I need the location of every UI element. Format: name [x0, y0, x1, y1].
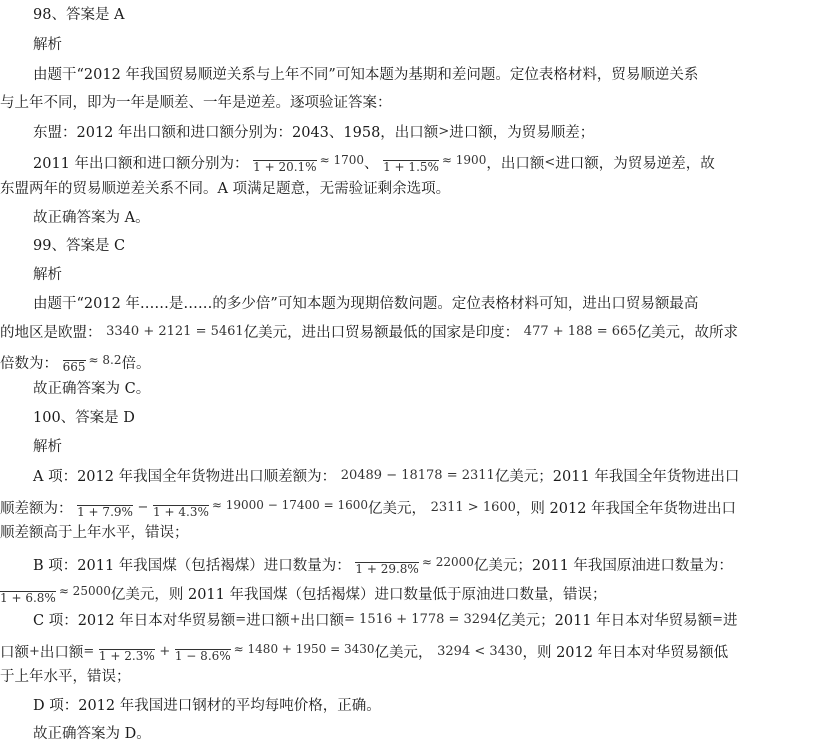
math-expression: 477 + 188 = 665: [523, 324, 637, 339]
fraction-denominator: 665: [62, 360, 86, 374]
text-line: [0, 492, 820, 518]
text-line: [0, 463, 820, 489]
text-segment: 亿美元；2011 年我国全年货物进出口: [494, 469, 740, 485]
math-result: ≈ 8.2: [88, 353, 122, 367]
fraction-denominator: 1 + 6.8%: [0, 591, 56, 605]
fraction-denominator: 1 + 20.1%: [253, 160, 317, 174]
math-symbol: >: [438, 124, 450, 139]
text-segment: 亿美元，则 2011 年我国煤（包括褐煤）进口数量低于原油进口数量，错误；: [110, 587, 607, 603]
fraction-denominator: 1 + 4.3%: [153, 505, 209, 519]
text-line: [0, 147, 820, 173]
text-segment: 进口额: [246, 613, 290, 629]
text-segment: 、: [364, 156, 379, 172]
math-result: ≈ 1700: [319, 153, 364, 167]
math-expression: 20489 − 18178 = 2311: [340, 468, 495, 483]
text-line: 与上年不同，即为一年是顺差、一年是逆差。逐项验证答案：: [0, 95, 392, 111]
text-segment: ，则 2012 年我国全年货物进出口: [515, 501, 737, 517]
analysis-label: 解析: [33, 439, 62, 455]
answer-99-heading: 99、答案是 C: [33, 238, 126, 254]
text-line: [0, 607, 820, 633]
text-segment: 亿美元，: [374, 645, 433, 661]
correct-answer-c: 故正确答案为 C。: [33, 381, 151, 397]
math-symbol: +: [289, 612, 301, 627]
fraction-denominator: 1 + 7.9%: [77, 505, 133, 519]
text-segment: 亿美元，: [367, 501, 426, 517]
fraction-denominator: 1 + 2.3%: [98, 649, 155, 663]
math-symbol: <: [544, 155, 556, 170]
fraction-denominator: 1 + 1.5%: [383, 160, 439, 174]
math-symbol: =: [235, 612, 247, 627]
math-symbol: =: [712, 612, 724, 627]
math-expression: 3340 + 2121 = 5461: [106, 324, 244, 339]
text-segment: 亿美元；2011 年我国原油进口数量为：: [473, 558, 733, 574]
answer-98-heading: 98、答案是 A: [33, 7, 125, 23]
text-segment: 亿美元；2011 年日本对华贸易额: [496, 613, 713, 629]
text-line: 由题干“2012 年我国贸易顺逆关系与上年不同”可知本题为基期和差问题。定位表格材料，贸易顺逆关系: [33, 67, 699, 83]
text-segment: A 项：2012 年我国全年货物进出口顺差额为：: [33, 469, 337, 485]
analysis-label: 解析: [33, 37, 62, 53]
math-result: ≈ 25000: [58, 584, 111, 598]
text-segment: ，出口额: [486, 156, 545, 172]
text-line: [0, 636, 820, 662]
text-segment: 进: [723, 613, 738, 629]
math-result: ≈ 22000: [421, 555, 474, 569]
math-result: ≈ 19000 − 17400 = 1600: [211, 498, 368, 512]
fraction-denominator: 1 + 29.8%: [355, 562, 419, 576]
text-segment: 2011 年出口额和进口额分别为：: [33, 156, 249, 172]
text-line: 由题干“2012 年……是……的多少倍”可知本题为现期倍数问题。定位表格材料可知，进出口贸易额最高: [33, 296, 699, 312]
correct-answer-a: 故正确答案为 A。: [33, 210, 150, 226]
answer-100-heading: 100、答案是 D: [33, 410, 135, 426]
text-segment: 顺差额为：: [0, 501, 73, 517]
text-line: [0, 319, 820, 345]
math-symbol: =: [83, 644, 95, 659]
text-segment: 出口额: [39, 645, 84, 661]
text-segment: 进口额，为贸易顺差；: [449, 125, 595, 141]
math-symbol: +: [29, 644, 40, 659]
text-line: [0, 119, 820, 145]
text-segment: 进口额，为贸易逆差，故: [555, 156, 715, 172]
text-line: [0, 549, 820, 575]
correct-answer-d: 故正确答案为 D。: [33, 726, 151, 742]
analysis-label: 解析: [33, 267, 62, 283]
math-symbol: −: [137, 500, 149, 515]
math-symbol: +: [159, 644, 171, 659]
math-expression: 3294 < 3430: [437, 644, 523, 659]
text-line: 顺差额高于上年水平，错误；: [0, 525, 189, 541]
math-expression: = 1516 + 1778 = 3294: [344, 612, 497, 627]
text-segment: 的地区是欧盟：: [0, 325, 102, 341]
text-segment: 东盟：2012 年出口额和进口额分别为：2043、1958，出口额: [33, 125, 439, 141]
text-segment: B 项：2011 年我国煤（包括褐煤）进口数量为：: [33, 558, 351, 574]
text-line: [0, 578, 820, 604]
text-segment: 亿美元，进出口贸易额最低的国家是印度：: [243, 325, 520, 341]
text-segment: 倍。: [121, 356, 151, 372]
math-result: ≈ 1480 + 1950 = 3430: [233, 642, 375, 656]
text-segment: 倍数为：: [0, 356, 58, 372]
text-line: 东盟两年的贸易顺逆差关系不同。A 项满足题意，无需验证剩余选项。: [0, 181, 451, 197]
text-segment: 出口额: [300, 613, 345, 629]
math-expression: 2311 > 1600: [430, 500, 516, 515]
text-segment: 口额: [0, 645, 29, 661]
text-line: D 项：2012 年我国进口钢材的平均每吨价格，正确。: [33, 698, 381, 714]
text-line: 于上年水平，错误；: [0, 669, 131, 685]
text-segment: 亿美元，故所求: [636, 325, 739, 341]
text-line: [0, 347, 820, 373]
fraction-denominator: 1 − 8.6%: [174, 649, 231, 663]
text-segment: C 项：2012 年日本对华贸易额: [33, 613, 236, 629]
text-segment: ，则 2012 年日本对华贸易额低: [522, 645, 729, 661]
math-result: ≈ 1900: [441, 153, 487, 167]
